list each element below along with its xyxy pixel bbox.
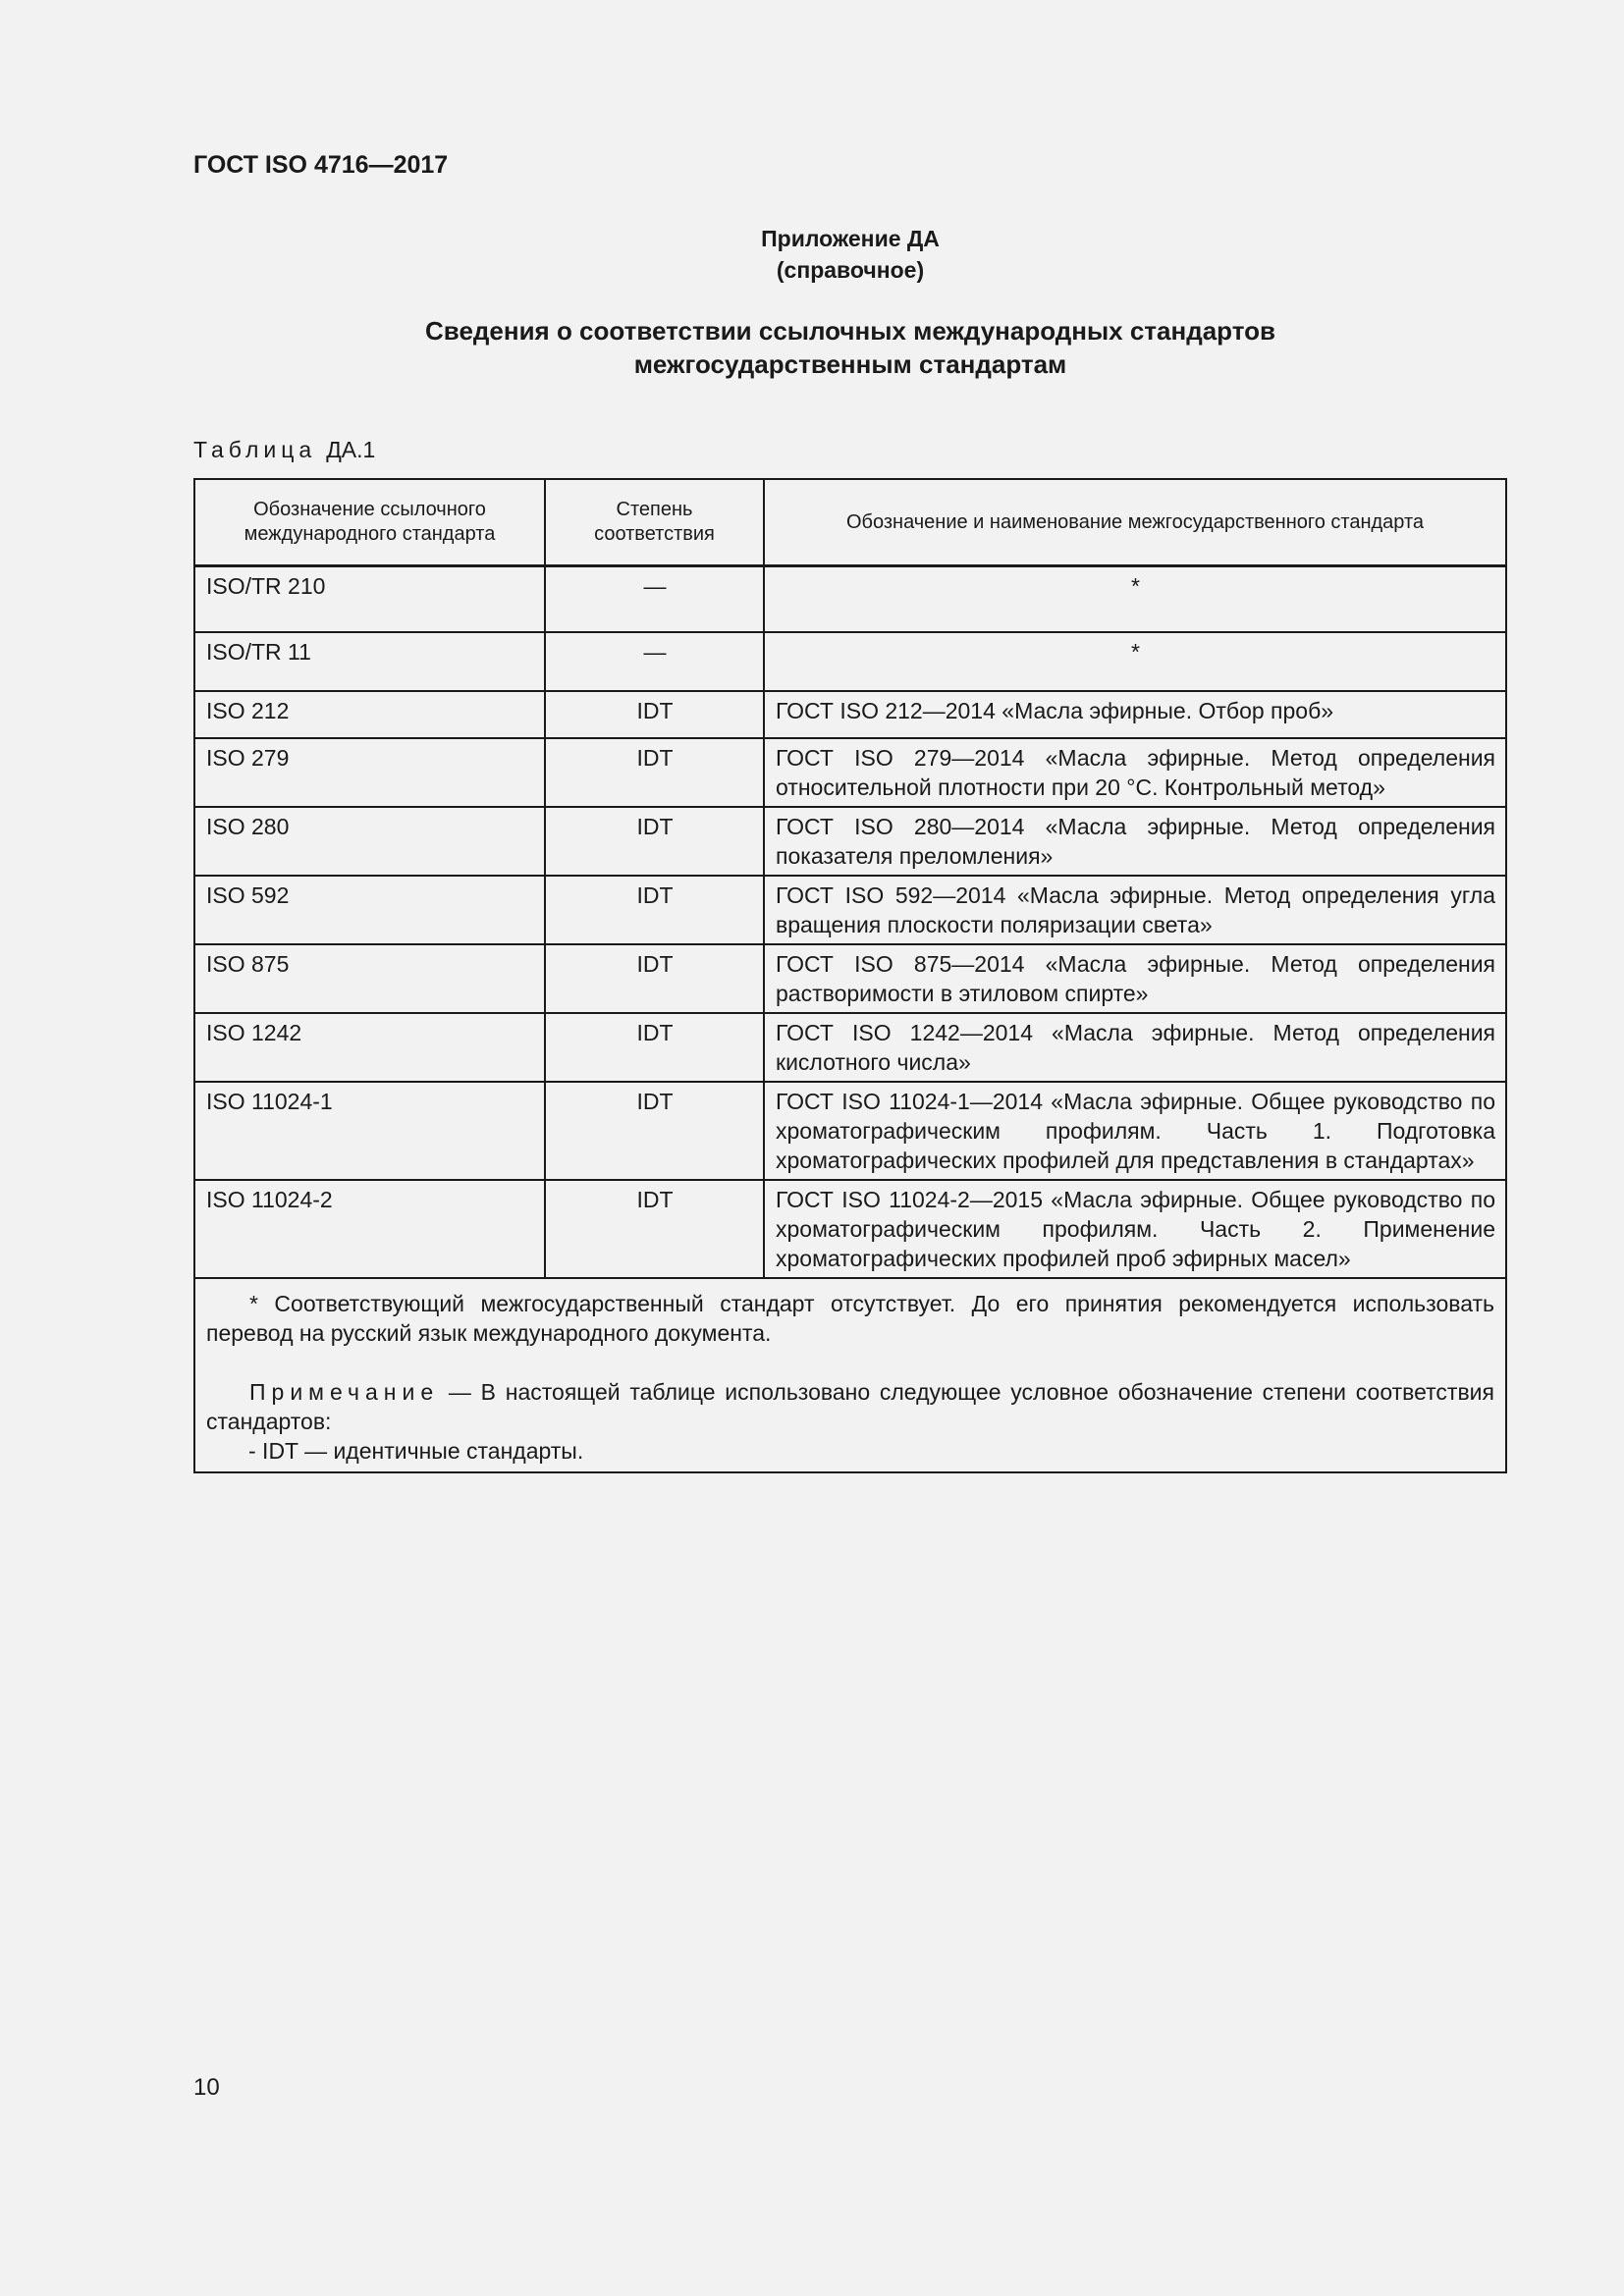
cell-degree: IDT bbox=[545, 807, 764, 876]
note-label: Примечание bbox=[249, 1379, 440, 1405]
cell-document: ГОСТ ISO 11024-2—2015 «Масла эфирные. Общее руководство по хроматографическим профилям. Часть 2. Применение хроматографических профилей проб эфирных масел» bbox=[764, 1180, 1506, 1278]
cell-document: ГОСТ ISO 592—2014 «Масла эфирные. Метод определения угла вращения плоскости поляризации света» bbox=[764, 876, 1506, 944]
cell-reference: ISO 11024-1 bbox=[194, 1082, 545, 1180]
table-row bbox=[194, 876, 1506, 944]
cell-reference: ISO 875 bbox=[194, 944, 545, 1013]
annex-kind: (справочное) bbox=[776, 257, 925, 283]
cell-degree: IDT bbox=[545, 738, 764, 807]
annex-heading-line-2: межгосударственным стандартам bbox=[633, 349, 1067, 379]
cell-reference: ISO 592 bbox=[194, 876, 545, 944]
cell-degree: IDT bbox=[545, 1082, 764, 1180]
cell-document: ГОСТ ISO 212—2014 «Масла эфирные. Отбор проб» bbox=[764, 691, 1506, 738]
cell-reference: ISO/TR 210 bbox=[194, 566, 545, 633]
table-notes bbox=[194, 1278, 1506, 1472]
cell-document: * bbox=[764, 566, 1506, 633]
header-reference-standard: Обозначение ссылочного международного стандарта bbox=[194, 479, 545, 566]
cell-document: ГОСТ ISO 11024-1—2014 «Масла эфирные. Общее руководство по хроматографическим профилям. Часть 1. Подготовка хроматографических профилей для представления в стандартах» bbox=[764, 1082, 1506, 1180]
note-list-item: - IDT — идентичные стандарты. bbox=[248, 1438, 584, 1464]
table-notes-row bbox=[194, 1278, 1506, 1472]
cell-document: * bbox=[764, 632, 1506, 691]
cell-degree: — bbox=[545, 632, 764, 691]
cell-reference: ISO/TR 11 bbox=[194, 632, 545, 691]
table-note bbox=[206, 1377, 1494, 1436]
table-row bbox=[194, 566, 1506, 633]
table-row bbox=[194, 807, 1506, 876]
table-row bbox=[194, 1013, 1506, 1082]
cell-reference: ISO 1242 bbox=[194, 1013, 545, 1082]
table-row bbox=[194, 738, 1506, 807]
cell-degree: IDT bbox=[545, 944, 764, 1013]
cell-reference: ISO 280 bbox=[194, 807, 545, 876]
cell-document: ГОСТ ISO 280—2014 «Масла эфирные. Метод определения показателя преломления» bbox=[764, 807, 1506, 876]
header-degree: Степень соответствия bbox=[545, 479, 764, 566]
cell-reference: ISO 279 bbox=[194, 738, 545, 807]
page-number: 10 bbox=[193, 2074, 220, 2101]
cell-document: ГОСТ ISO 279—2014 «Масла эфирные. Метод определения относительной плотности при 20 °С. Контрольный метод» bbox=[764, 738, 1506, 807]
table-caption-word: Таблица bbox=[193, 437, 317, 462]
cell-reference: ISO 212 bbox=[194, 691, 545, 738]
cell-document: ГОСТ ISO 875—2014 «Масла эфирные. Метод определения растворимости в этиловом спирте» bbox=[764, 944, 1506, 1013]
cell-reference: ISO 11024-2 bbox=[194, 1180, 545, 1278]
annex-heading-line-1: Сведения о соответствии ссылочных международных стандартов bbox=[425, 316, 1275, 346]
table-row bbox=[194, 632, 1506, 691]
cell-degree: IDT bbox=[545, 691, 764, 738]
table-footnote: * Соответствующий межгосударственный стандарт отсутствует. До его принятия рекомендуется использовать перевод на русский язык международного документа. bbox=[206, 1291, 1494, 1346]
cell-degree: IDT bbox=[545, 876, 764, 944]
table-row bbox=[194, 1082, 1506, 1180]
cell-degree: IDT bbox=[545, 1013, 764, 1082]
table-row bbox=[194, 1180, 1506, 1278]
cell-document: ГОСТ ISO 1242—2014 «Масла эфирные. Метод определения кислотного числа» bbox=[764, 1013, 1506, 1082]
cell-degree: IDT bbox=[545, 1180, 764, 1278]
table-row bbox=[194, 691, 1506, 738]
document-code: ГОСТ ISO 4716—2017 bbox=[193, 151, 449, 179]
correspondence-table bbox=[193, 478, 1507, 1473]
table-header-row bbox=[194, 479, 1506, 566]
table-caption-number: ДА.1 bbox=[326, 437, 376, 462]
annex-title: Приложение ДА bbox=[761, 226, 940, 251]
annex-heading bbox=[193, 314, 1507, 381]
table-row bbox=[194, 944, 1506, 1013]
cell-degree: — bbox=[545, 566, 764, 633]
note-text: — В настоящей таблице использовано следующее условное обозначение степени соответствия стандартов: bbox=[206, 1379, 1494, 1434]
header-interstate-standard: Обозначение и наименование межгосударственного стандарта bbox=[764, 479, 1506, 566]
table-caption bbox=[193, 433, 375, 466]
